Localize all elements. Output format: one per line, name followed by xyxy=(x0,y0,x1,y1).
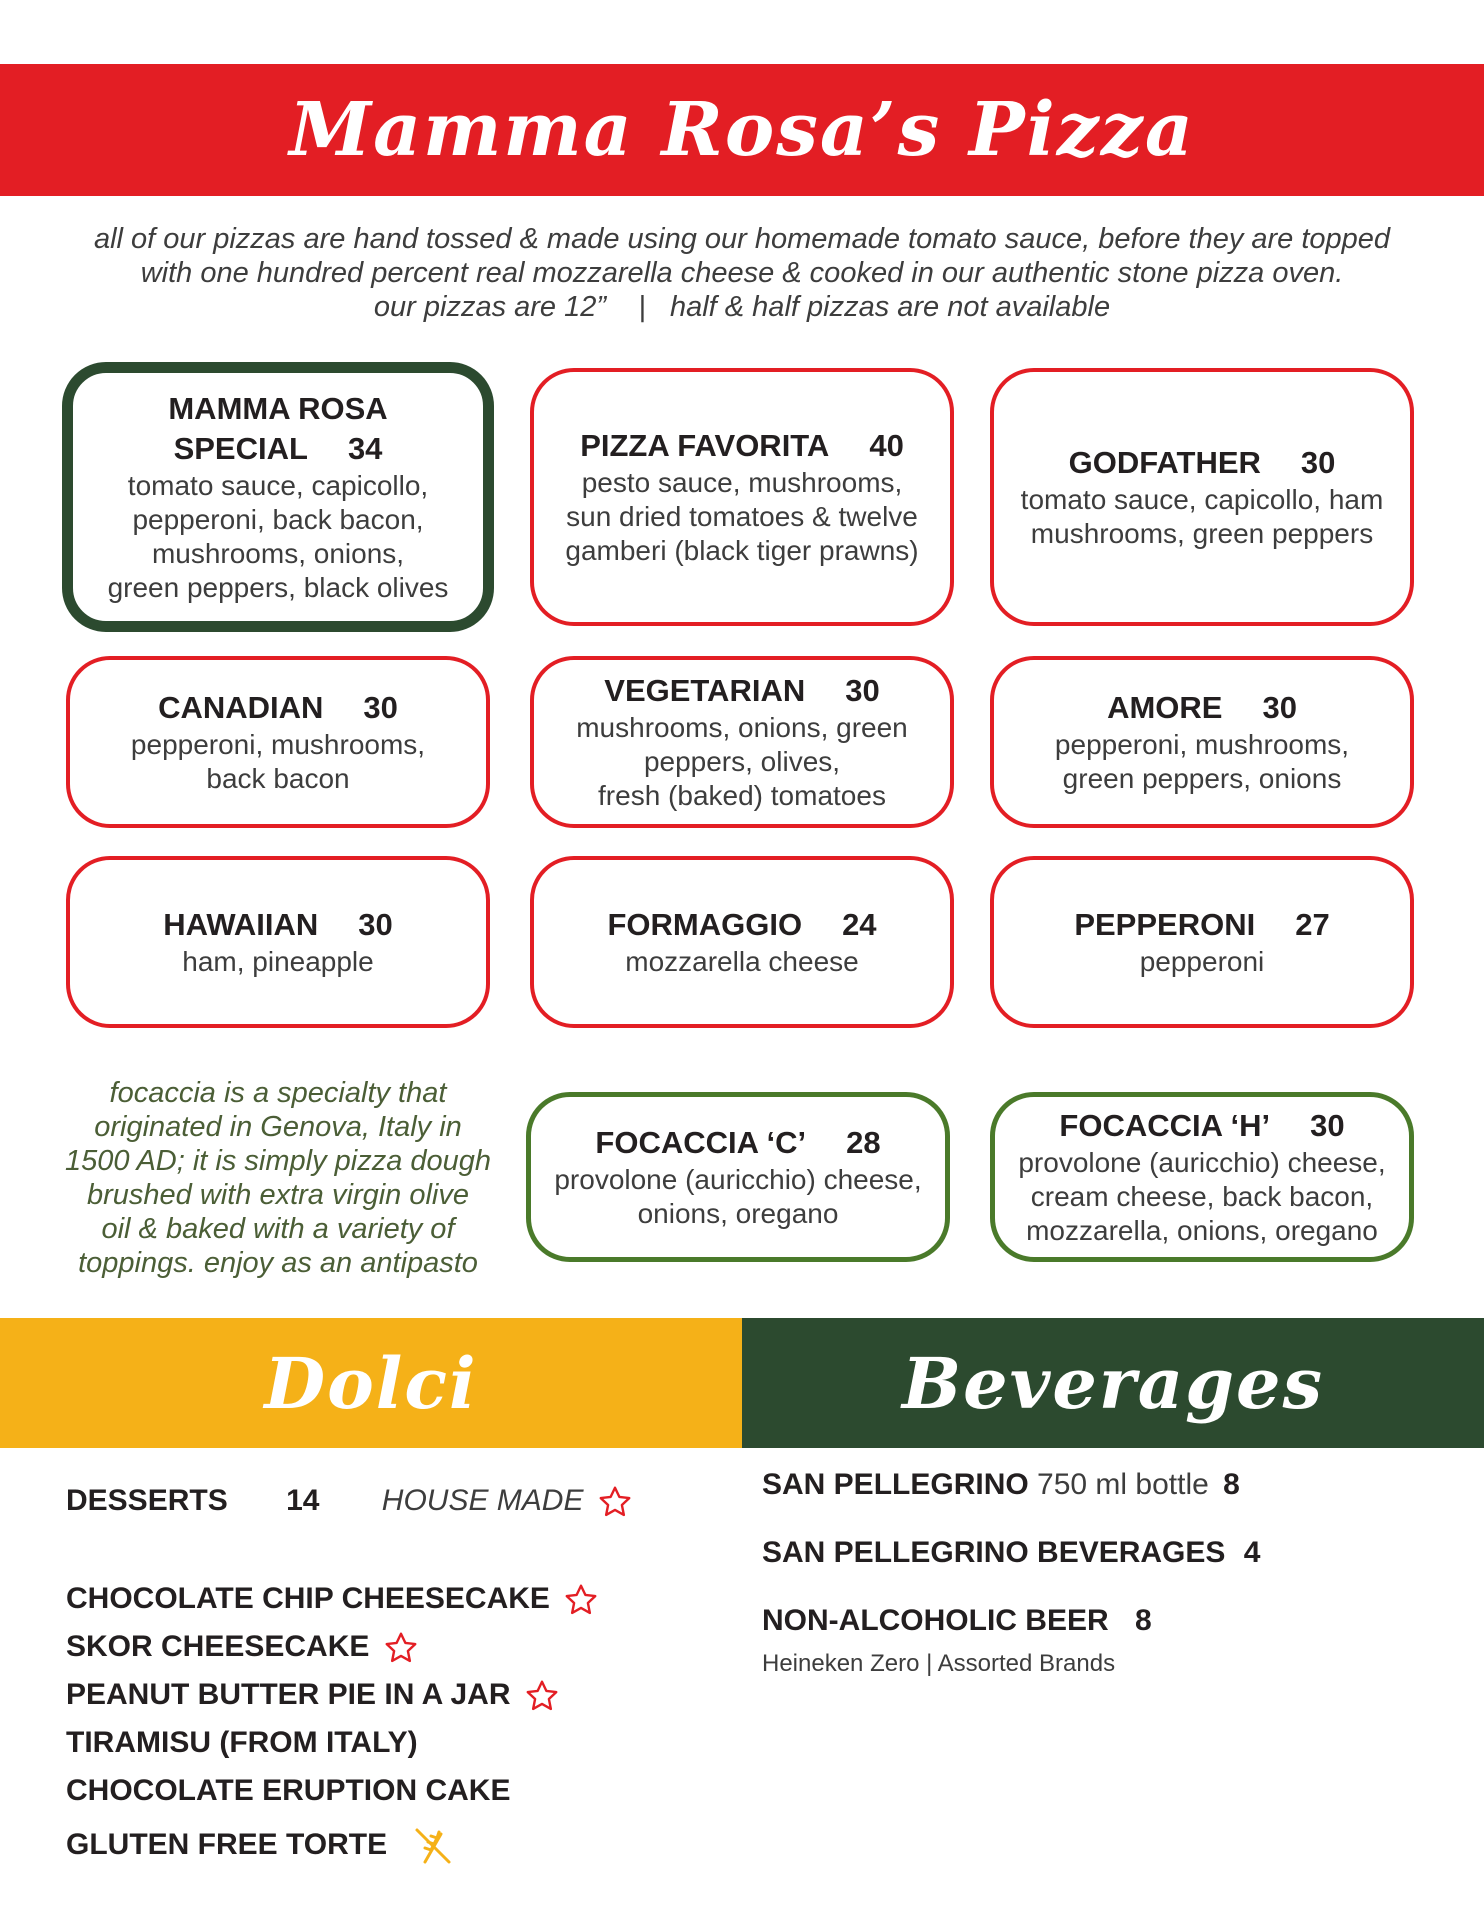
dolci-title: Dolci xyxy=(264,1341,478,1425)
pizza-price: 24 xyxy=(842,907,877,942)
pizza-name: AMORE xyxy=(1107,690,1223,725)
beverage-name: SAN PELLEGRINO BEVERAGES xyxy=(762,1536,1226,1569)
pizza-desc: pepperoni, mushrooms, xyxy=(130,729,426,760)
pizza-name: PEPPERONI xyxy=(1074,907,1256,942)
pizza-desc: tomato sauce, capicollo, xyxy=(127,470,429,501)
pizza-name-row xyxy=(604,671,879,711)
pizza-desc: gamberi (black tiger prawns) xyxy=(565,535,919,566)
focaccia-card-h xyxy=(990,1092,1414,1262)
dessert-item xyxy=(66,1822,457,1870)
star-outline-icon xyxy=(523,1678,561,1714)
focaccia-note-line: 1500 AD; it is simply pizza dough xyxy=(64,1145,492,1177)
focaccia-name: FOCACCIA ‘C’ xyxy=(595,1125,807,1160)
focaccia-note-line: originated in Genova, Italy in xyxy=(94,1111,462,1143)
pizza-desc: peppers, olives, xyxy=(643,746,841,777)
pizza-name: PIZZA FAVORITA xyxy=(580,428,830,463)
wheat-crossed-icon xyxy=(409,1822,457,1870)
pizza-name: HAWAIIAN xyxy=(163,907,319,942)
beverages-banner xyxy=(742,1318,1484,1448)
pizza-desc: pesto sauce, mushrooms, xyxy=(581,467,903,498)
pizza-name-row xyxy=(1107,688,1297,728)
pizza-price: 27 xyxy=(1295,907,1330,942)
dessert-item xyxy=(66,1630,420,1666)
pizza-desc: mushrooms, onions, green xyxy=(576,712,908,743)
beverage-item xyxy=(762,1468,1240,1502)
desserts-header xyxy=(66,1484,634,1520)
pizza-name: FORMAGGIO xyxy=(607,907,803,942)
pizza-price: 30 xyxy=(358,907,393,942)
pizza-card-canadian xyxy=(66,656,490,828)
beer-brands-note: Heineken Zero | Assorted Brands xyxy=(762,1650,1116,1677)
beverage-detail: 750 ml bottle xyxy=(1037,1468,1209,1501)
pizza-name: SPECIAL xyxy=(173,431,308,466)
dessert-name: GLUTEN FREE TORTE xyxy=(66,1827,388,1861)
pizza-name-row xyxy=(163,905,392,945)
dessert-item xyxy=(66,1582,600,1618)
pizza-desc: ham, pineapple xyxy=(182,946,374,977)
dessert-name: PEANUT BUTTER PIE IN A JAR xyxy=(66,1678,511,1711)
focaccia-desc: provolone (auricchio) cheese, xyxy=(554,1164,922,1195)
dessert-name: CHOCOLATE CHIP CHEESECAKE xyxy=(66,1582,550,1615)
focaccia-name: FOCACCIA ‘H’ xyxy=(1059,1108,1271,1143)
beverage-item xyxy=(762,1604,1152,1638)
intro-text xyxy=(0,222,1484,324)
pizza-price: 30 xyxy=(1262,690,1297,725)
pizza-desc: sun dried tomatoes & twelve xyxy=(566,501,918,532)
pizza-card-amore xyxy=(990,656,1414,828)
dolci-banner xyxy=(0,1318,742,1448)
pizza-name-row xyxy=(158,688,398,728)
dessert-name: TIRAMISU (FROM ITALY) xyxy=(66,1726,418,1759)
pizza-name-row xyxy=(1074,905,1329,945)
focaccia-name-row xyxy=(595,1123,880,1163)
pizza-desc: green peppers, black olives xyxy=(107,572,449,603)
pizza-desc: back bacon xyxy=(206,763,350,794)
focaccia-desc: onions, oregano xyxy=(637,1198,839,1229)
focaccia-desc: mozzarella, onions, oregano xyxy=(1026,1215,1378,1246)
pizza-name-row xyxy=(580,426,904,466)
pizza-name-row xyxy=(1069,443,1336,483)
focaccia-note-line: brushed with extra virgin olive xyxy=(86,1179,469,1211)
pizza-desc: mushrooms, green peppers xyxy=(1030,518,1374,549)
pizza-name: GODFATHER xyxy=(1068,445,1261,480)
pizza-name: MAMMA ROSA xyxy=(168,391,388,426)
pizza-card-pepperoni xyxy=(990,856,1414,1028)
pizza-card-formaggio xyxy=(530,856,954,1028)
pizza-desc: tomato sauce, capicollo, ham xyxy=(1020,484,1384,515)
intro-line: with one hundred percent real mozzarella cheese & cooked in our authentic stone pizza oven. xyxy=(140,257,1344,289)
pizza-price: 30 xyxy=(845,673,880,708)
focaccia-desc: provolone (auricchio) cheese, xyxy=(1018,1147,1386,1178)
house-made-label: HOUSE MADE xyxy=(381,1484,584,1517)
dessert-item xyxy=(66,1726,418,1760)
focaccia-note-line: oil & baked with a variety of xyxy=(101,1213,455,1245)
beverage-price: 8 xyxy=(1135,1604,1152,1637)
beverages-title: Beverages xyxy=(901,1341,1325,1425)
focaccia-note-line: toppings. enjoy as an antipasto xyxy=(78,1247,478,1279)
pizza-desc: pepperoni xyxy=(1139,946,1265,977)
pizza-price: 30 xyxy=(363,690,398,725)
pizza-name: CANADIAN xyxy=(158,690,324,725)
dessert-name: CHOCOLATE ERUPTION CAKE xyxy=(66,1774,511,1807)
beverage-name: SAN PELLEGRINO xyxy=(762,1468,1029,1501)
desserts-price: 14 xyxy=(286,1484,320,1517)
pizza-price: 34 xyxy=(347,431,383,466)
pizza-name: VEGETARIAN xyxy=(604,673,806,708)
pizza-desc: fresh (baked) tomatoes xyxy=(598,780,886,811)
pizza-price: 40 xyxy=(869,428,904,463)
restaurant-title: Mamma Rosa’s Pizza xyxy=(289,87,1195,173)
pizza-name-row xyxy=(174,429,383,469)
beverage-price: 4 xyxy=(1243,1536,1261,1569)
focaccia-name-row xyxy=(1059,1106,1344,1146)
pizza-price: 30 xyxy=(1300,445,1336,480)
pizza-card-mamma-rosa-special xyxy=(62,362,494,632)
beverage-name: NON-ALCOHOLIC BEER xyxy=(762,1604,1109,1637)
focaccia-price: 28 xyxy=(846,1125,881,1160)
pizza-desc: pepperoni, mushrooms, xyxy=(1054,729,1350,760)
pizza-name-row xyxy=(607,905,876,945)
desserts-label: DESSERTS xyxy=(66,1484,228,1517)
dessert-name: SKOR CHEESECAKE xyxy=(66,1630,370,1663)
pizza-desc: mushrooms, onions, xyxy=(151,538,405,569)
title-banner xyxy=(0,64,1484,196)
dessert-item xyxy=(66,1678,561,1714)
pizza-desc: green peppers, onions xyxy=(1062,763,1342,794)
pizza-card-godfather xyxy=(990,368,1414,626)
star-outline-icon xyxy=(562,1582,600,1618)
star-outline-icon xyxy=(382,1630,420,1666)
pizza-desc: pepperoni, back bacon, xyxy=(132,504,424,535)
focaccia-note-line: focaccia is a specialty that xyxy=(109,1077,447,1109)
pizza-card-vegetarian xyxy=(530,656,954,828)
pizza-card-hawaiian xyxy=(66,856,490,1028)
intro-line: all of our pizzas are hand tossed & made using our homemade tomato sauce, before they are topped xyxy=(93,223,1391,255)
beverage-item xyxy=(762,1536,1260,1570)
focaccia-desc: cream cheese, back bacon, xyxy=(1030,1181,1374,1212)
focaccia-price: 30 xyxy=(1310,1108,1345,1143)
focaccia-card-c xyxy=(526,1092,950,1262)
dessert-item xyxy=(66,1774,510,1808)
pizza-card-favorita xyxy=(530,368,954,626)
pizza-desc: mozzarella cheese xyxy=(625,946,859,977)
intro-line: our pizzas are 12” | half & half pizzas are not available xyxy=(373,291,1111,323)
star-outline-icon xyxy=(596,1484,634,1520)
focaccia-description xyxy=(58,1076,498,1280)
beverage-price: 8 xyxy=(1223,1468,1240,1501)
